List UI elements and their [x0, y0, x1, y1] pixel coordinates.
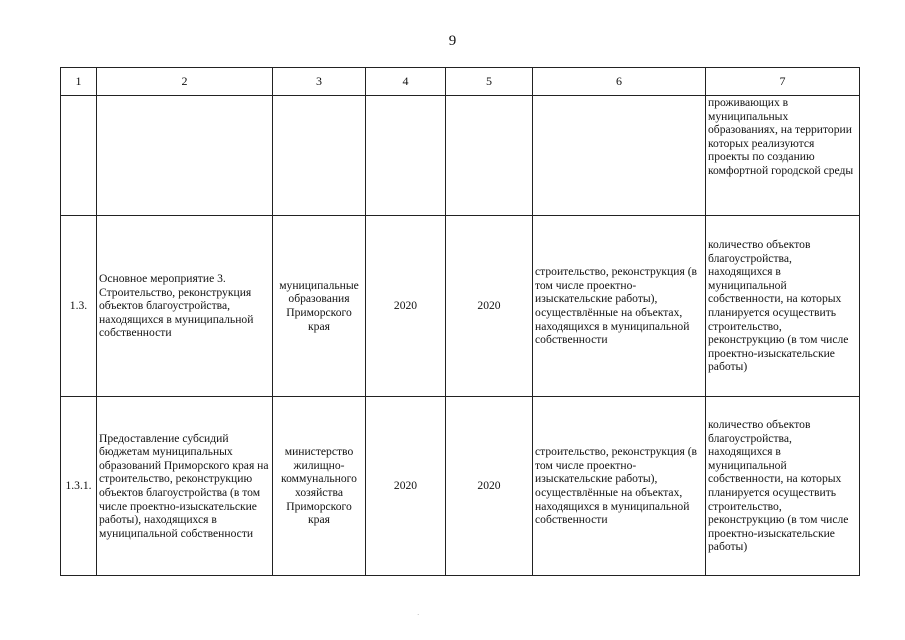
cell-number: 1.3. [61, 216, 97, 397]
cell-executor: муниципальные образования Приморского края [273, 216, 366, 397]
cell-result: строительство, реконструкция (в том числе проектно-изыскательские работы), осуществлённые на объектах, находящихся в муниципальной собственности [533, 397, 706, 576]
cell-result [533, 96, 706, 216]
cell-executor: министерство жилищно-коммунального хозяйства Приморского края [273, 397, 366, 576]
cell-indicator: количество объектов благоустройства, находящихся в муниципальной собственности, на которых планируется осуществить строительство, реконструкцию (в том числе проектно-изыскательские работы) [706, 216, 860, 397]
table-row [61, 397, 860, 576]
cell-indicator: проживающих в муниципальных образованиях, на территории которых реализуются проекты по созданию комфортной городской среды [706, 96, 860, 216]
column-header-4: 4 [366, 68, 446, 96]
cell-executor [273, 96, 366, 216]
cell-end-year: 2020 [446, 397, 533, 576]
column-header-5: 5 [446, 68, 533, 96]
cell-name: Предоставление субсидий бюджетам муниципальных образований Приморского края на строительство, реконструкцию объектов благоустройства (в том числе проектно-изыскательские работы), находящихся в муниципальной собственности [97, 397, 273, 576]
cell-number: 1.3.1. [61, 397, 97, 576]
scan-artifact-dot: · [417, 611, 420, 619]
cell-name: Основное мероприятие 3. Строительство, реконструкция объектов благоустройства, находящихся в муниципальной собственности [97, 216, 273, 397]
cell-end-year: 2020 [446, 216, 533, 397]
header-row [61, 68, 860, 96]
column-header-7: 7 [706, 68, 860, 96]
column-header-6: 6 [533, 68, 706, 96]
cell-start-year: 2020 [366, 397, 446, 576]
page-number: 9 [448, 33, 457, 49]
column-header-2: 2 [97, 68, 273, 96]
column-header-1: 1 [61, 68, 97, 96]
column-header-3: 3 [273, 68, 366, 96]
program-table [60, 67, 860, 576]
cell-result: строительство, реконструкция (в том числе проектно-изыскательские работы), осуществлённые на объектах, находящихся в муниципальной собственности [533, 216, 706, 397]
cell-indicator: количество объектов благоустройства, находящихся в муниципальной собственности, на которых планируется осуществить строительство, реконструкцию (в том числе проектно-изыскательские работы) [706, 397, 860, 576]
cell-start-year [366, 96, 446, 216]
cell-number [61, 96, 97, 216]
table-row [61, 216, 860, 397]
cell-name [97, 96, 273, 216]
cell-start-year: 2020 [366, 216, 446, 397]
cell-end-year [446, 96, 533, 216]
table-row [61, 96, 860, 216]
